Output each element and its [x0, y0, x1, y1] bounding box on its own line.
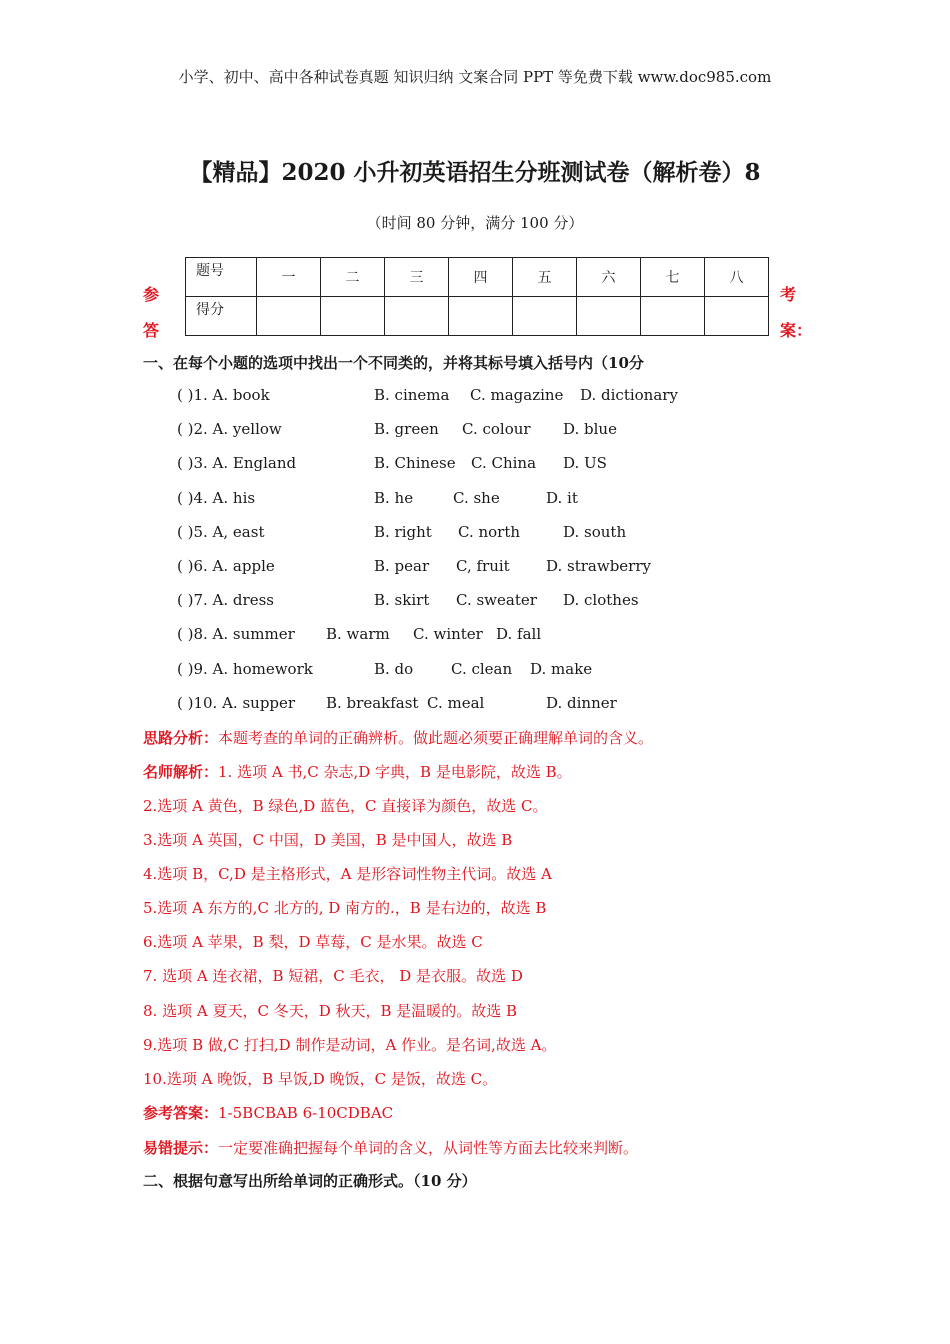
exam-time-info: （时间 80 分钟，满分 100 分）: [366, 214, 584, 232]
option-c: C. clean: [451, 659, 513, 678]
page-header: 小学、初中、高中各种试卷真题 知识归纳 文案合同 PPT 等免费下载 www.doc985.com: [178, 68, 772, 86]
question-row: [0, 454, 950, 476]
question-stem: ( )10. A. supper: [177, 693, 296, 712]
score-col-7: 七: [641, 258, 705, 297]
option-c: C. colour: [462, 420, 531, 439]
option-d: D. dinner: [546, 693, 617, 712]
option-c: C. meal: [427, 693, 485, 712]
question-row: [0, 694, 950, 716]
teacher-line-1: [143, 761, 572, 782]
question-stem: ( )6. A. apple: [177, 557, 275, 575]
score-cell[interactable]: [257, 297, 321, 336]
score-cell[interactable]: [513, 297, 577, 336]
option-b: B. pear: [374, 557, 430, 575]
analysis-label: 思路分析：: [143, 729, 219, 747]
option-c: C, fruit: [456, 557, 510, 575]
option-c: C. China: [471, 454, 537, 473]
teacher-line-10: 10.选项 A 晚饭，B 早饭,D 晚饭，C 是饭，故选 C。: [143, 1070, 498, 1088]
question-row: [0, 523, 950, 545]
teacher-line-7: 7. 选项 A 连衣裙，B 短裙，C 毛衣， D 是衣服。故选 D: [143, 967, 523, 985]
score-cell[interactable]: [385, 297, 449, 336]
score-table: [185, 257, 769, 336]
teacher-line-6: 6.选项 A 苹果，B 梨，D 草莓，C 是水果。故选 C: [143, 933, 483, 951]
score-col-6: 六: [577, 258, 641, 297]
score-cell[interactable]: [705, 297, 769, 336]
score-table-header-row: [186, 258, 769, 297]
tip-text: 一定要准确把握每个单词的含义，从词性等方面去比较来判断。: [218, 1139, 639, 1157]
analysis-text: 本题考查的单词的正确辨析。做此题必须要正确理解单词的含义。: [218, 729, 654, 747]
option-d: D. south: [563, 522, 627, 541]
option-b: B. Chinese: [374, 454, 456, 473]
score-col-4: 四: [449, 258, 513, 297]
analysis-line: [143, 727, 653, 748]
option-d: D. dictionary: [580, 386, 678, 404]
option-d: D. make: [530, 659, 593, 678]
option-c: C. north: [458, 522, 521, 541]
option-b: B. green: [374, 420, 439, 439]
question-row: [0, 420, 950, 442]
question-row: [0, 591, 950, 613]
score-table-score-row: [186, 297, 769, 336]
score-col-5: 五: [513, 258, 577, 297]
score-cell[interactable]: [641, 297, 705, 336]
page-title: 【精品】2020 小升初英语招生分班测试卷（解析卷）8: [189, 159, 761, 186]
side-label-right-top: 考: [780, 285, 797, 304]
tip-label: 易错提示：: [143, 1139, 219, 1157]
teacher-line-4: 4.选项 B，C,D 是主格形式，A 是形容词性物主代词。故选 A: [143, 865, 552, 883]
question-row: [0, 386, 950, 408]
teacher-line-3: 3.选项 A 英国，C 中国，D 美国，B 是中国人，故选 B: [143, 831, 513, 849]
option-d: D. fall: [496, 625, 542, 644]
score-col-3: 三: [385, 258, 449, 297]
question-stem: ( )9. A. homework: [177, 659, 313, 678]
option-d: D. US: [563, 454, 607, 473]
option-d: D. strawberry: [546, 557, 651, 575]
option-c: C. sweater: [456, 591, 537, 610]
answer-text: 1-5BCBAB 6-10CDBAC: [218, 1104, 394, 1122]
option-c: C. magazine: [470, 386, 564, 404]
question-stem: ( )8. A. summer: [177, 625, 295, 644]
side-label-left-top: 参: [143, 285, 160, 304]
question-row: [0, 625, 950, 647]
question-row: [0, 557, 950, 579]
question-row: [0, 660, 950, 682]
score-cell[interactable]: [577, 297, 641, 336]
option-c: C. she: [453, 488, 500, 507]
section1-title: 一、在每个小题的选项中找出一个不同类的，并将其标号填入括号内（10分: [143, 354, 644, 372]
option-b: B. right: [374, 522, 432, 541]
option-d: D. clothes: [563, 591, 639, 610]
score-col-8: 八: [705, 258, 769, 297]
question-row: [0, 489, 950, 511]
teacher-text-1: 1. 选项 A 书,C 杂志,D 字典，B 是电影院，故选 B。: [218, 763, 572, 781]
option-b: B. do: [374, 659, 414, 678]
tip-line: [143, 1137, 638, 1158]
score-cell[interactable]: [449, 297, 513, 336]
option-b: B. he: [374, 488, 414, 507]
question-stem: ( )7. A. dress: [177, 591, 274, 610]
teacher-line-8: 8. 选项 A 夏天，C 冬天，D 秋天，B 是温暖的。故选 B: [143, 1002, 518, 1020]
teacher-label: 名师解析：: [143, 763, 219, 781]
side-label-right-bottom: 案：: [780, 321, 813, 340]
question-stem: ( )4. A. his: [177, 488, 256, 507]
score-col-2: 二: [321, 258, 385, 297]
question-stem: ( )5. A, east: [177, 522, 265, 541]
option-b: B. cinema: [374, 386, 450, 404]
teacher-line-9: 9.选项 B 做,C 打扫,D 制作是动词，A 作业。是名词,故选 A。: [143, 1036, 557, 1054]
question-stem: ( )3. A. England: [177, 454, 297, 473]
section2-title: 二、根据句意写出所给单词的正确形式。（10 分）: [143, 1172, 477, 1190]
teacher-line-2: 2.选项 A 黄色，B 绿色,D 蓝色，C 直接译为颜色，故选 C。: [143, 797, 548, 815]
question-stem: ( )1. A. book: [177, 386, 270, 404]
teacher-line-5: 5.选项 A 东方的,C 北方的, D 南方的.，B 是右边的，故选 B: [143, 899, 547, 917]
question-number-label: 题号: [186, 258, 257, 297]
option-d: D. it: [546, 488, 578, 507]
option-b: B. breakfast: [326, 693, 419, 712]
score-label: 得分: [186, 297, 257, 336]
question-stem: ( )2. A. yellow: [177, 420, 282, 439]
answer-label: 参考答案：: [143, 1104, 219, 1122]
score-col-1: 一: [257, 258, 321, 297]
option-d: D. blue: [563, 420, 617, 439]
option-b: B. skirt: [374, 591, 430, 610]
option-c: C. winter: [413, 625, 483, 644]
side-label-left-bottom: 答: [143, 321, 160, 340]
option-b: B. warm: [326, 625, 390, 644]
answer-line: [143, 1102, 393, 1123]
score-cell[interactable]: [321, 297, 385, 336]
